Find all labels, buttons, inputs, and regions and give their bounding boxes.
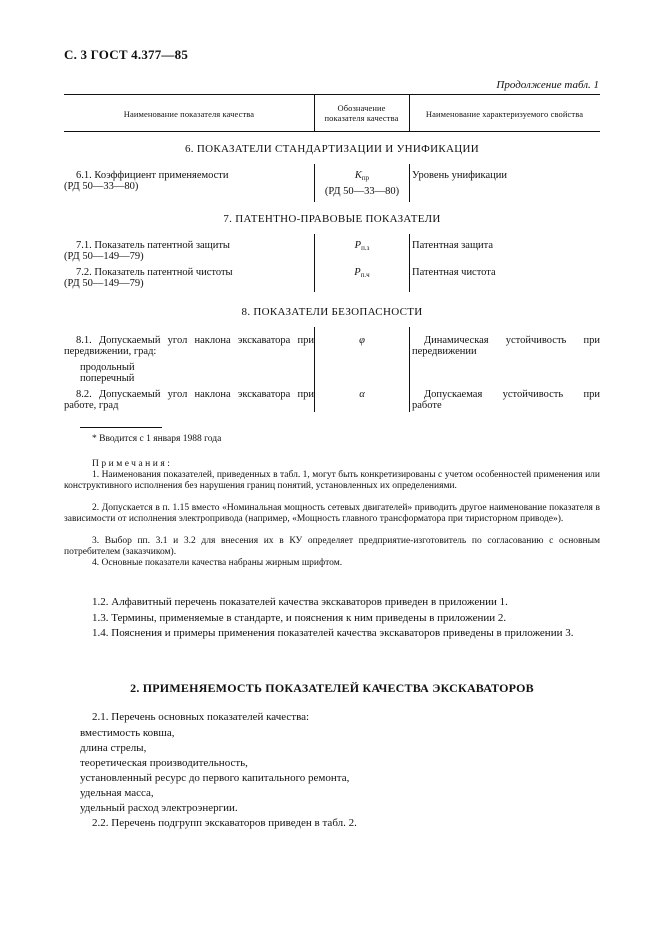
row-8-1-property-line1: Динамическая устойчивость при [424,335,600,346]
list-item: удельная масса, [80,787,154,799]
row-8-1-symbol: φ [359,335,365,346]
section-2-intro: 2.1. Перечень основных показателей качества: [92,711,310,723]
paragraph-1-4: 1.4. Пояснения и примеры применения показателей качества экскаваторов приведены в приложении 3. [92,627,574,639]
row-7-2-property: Патентная чистота [412,267,496,278]
row-7-2-symbol: $P_{п.ч}$ [354,267,370,279]
paragraph-1-2: 1.2. Алфавитный перечень показателей качества экскаваторов приведен в приложении 1. [92,596,508,608]
section-7-title: 7. ПАТЕНТНО-ПРАВОВЫЕ ПОКАЗАТЕЛИ [223,213,441,225]
section-8-title: 8. ПОКАЗАТЕЛИ БЕЗОПАСНОСТИ [241,306,423,318]
col-divider-7-2 [409,234,410,292]
row-7-2-ref: (РД 50—149—79) [64,278,144,289]
list-item: длина стрелы, [80,742,147,754]
row-7-1-ref: (РД 50—149—79) [64,251,144,262]
col2-header-line1: Обозначение [337,103,386,113]
table-continuation: Продолжение табл. 1 [496,79,599,91]
paragraph-1-3: 1.3. Термины, применяемые в стандарте, и пояснения к ним приведены в приложении 2. [92,612,507,624]
row-8-2-property-line1: Допускаемая устойчивость при [424,389,600,400]
row-6-1-symbol: $K_{пр}$ [354,170,370,182]
row-8-1-property-line2: передвижении [412,346,477,357]
section-2-title: 2. ПРИМЕНЯЕМОСТЬ ПОКАЗАТЕЛЕЙ КАЧЕСТВА ЭКСКАВАТОРОВ [130,681,534,695]
row-8-2-symbol: α [359,389,365,400]
section-2-closing: 2.2. Перечень подгрупп экскаваторов приведен в табл. 2. [92,817,357,829]
note-1: 1. Наименования показателей, приведенных в табл. 1, могут быть конкретизированы с учетом особенностей применения или конструктивного исполнения без нарушения границ понятий, установленных их определениями. [64,470,600,491]
row-8-1-sub1: продольный [80,362,135,373]
row-7-1-symbol: $P_{п.з}$ [354,240,370,252]
row-8-1-sub2: поперечный [80,373,135,384]
note-2: 2. Допускается в п. 1.15 вместо «Номинальная мощность сетевых двигателей» приводить другое наименование показателя в зависимости от исполнения электропривода (например, «Мощность главного трансформатора при тиристорном приводе»). [64,503,600,524]
col-divider-7-1 [314,234,315,292]
col1-header: Наименование показателя качества [123,109,255,119]
list-item: вместимость ковша, [80,727,175,739]
col-divider-8-2 [409,327,410,412]
section-6-title: 6. ПОКАЗАТЕЛИ СТАНДАРТИЗАЦИИ И УНИФИКАЦИИ [184,143,480,155]
row-7-2-name: 7.2. Показатель патентной чистоты [76,267,233,278]
row-8-2-name-line2: работе, град [64,400,119,411]
list-item: установленный ресурс до первого капитального ремонта, [80,772,350,784]
table-header-rule [64,131,600,132]
list-item: теоретическая производительность, [80,757,248,769]
row-6-1-symbol-ref: (РД 50—33—80) [324,186,400,197]
row-6-1-ref: (РД 50—33—80) [64,181,139,192]
list-item: удельный расход электроэнергии. [80,802,238,814]
footnote: * Вводится с 1 января 1988 года [92,434,222,444]
note-3: 3. Выбор пп. 3.1 и 3.2 для внесения их в КУ определяет предприятие-изготовитель по согласованию с основным потребителем (заказчиком). [64,536,600,557]
row-8-2-property-line2: работе [412,400,442,411]
col3-header: Наименование характеризуемого свойства [425,109,584,119]
row-7-1-name: 7.1. Показатель патентной защиты [76,240,230,251]
page-title: С. 3 ГОСТ 4.377—85 [64,47,189,62]
col-divider-6-2 [409,164,410,202]
footnote-rule [80,427,162,428]
row-8-1-name-line1: 8.1. Допускаемый угол наклона экскаватора при [76,335,314,346]
note-4: 4. Основные показатели качества набраны жирным шрифтом. [92,558,343,568]
row-6-1-property: Уровень унификации [412,170,507,181]
col-divider-6-1 [314,164,315,202]
row-7-1-property: Патентная защита [412,240,494,251]
row-6-1-name: 6.1. Коэффициент применяемости [76,170,229,181]
col2-header-line2: показателя качества [324,113,399,123]
notes-title: Примечания: [92,459,173,469]
table-top-rule [64,94,600,95]
row-8-1-name-line2: передвижении, град: [64,346,157,357]
row-8-2-name-line1: 8.2. Допускаемый угол наклона экскаватора при [76,389,314,400]
